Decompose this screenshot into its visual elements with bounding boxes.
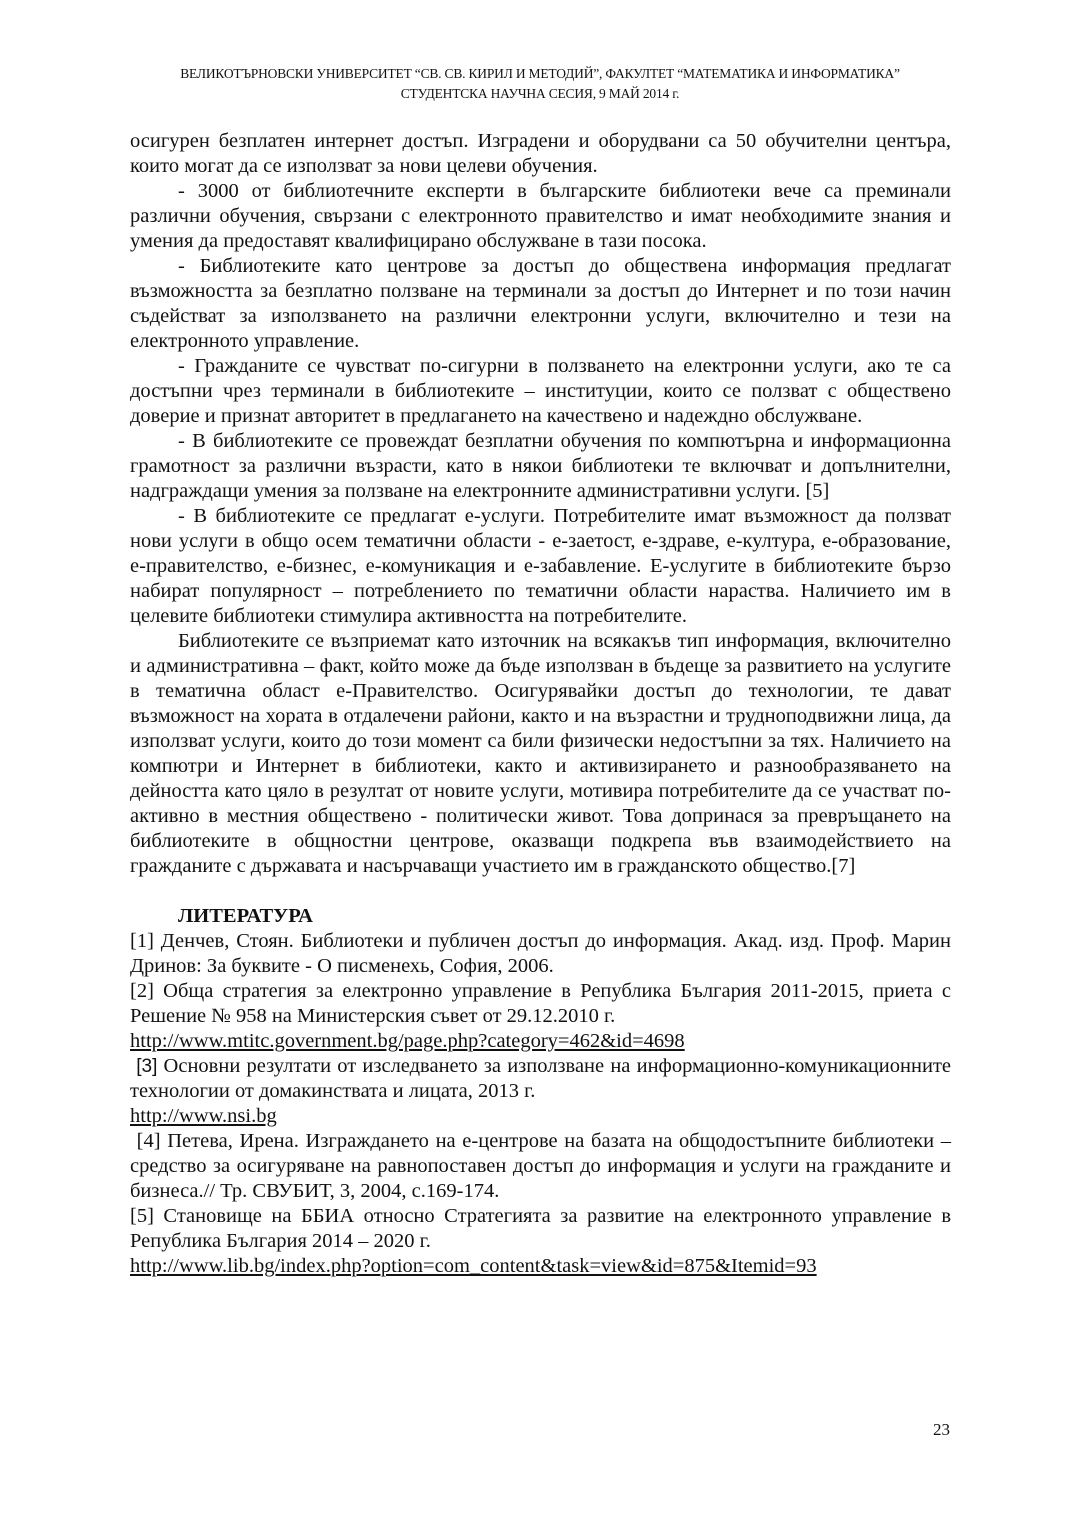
- reference-1: [1] Денчев, Стоян. Библиотеки и публичен достъп до информация. Акад. изд. Проф. Марин Дринов: За буквите - О писменехь, София, 2006.: [130, 930, 951, 977]
- body-text: [130, 129, 951, 1279]
- paragraph-free-training: - В библиотеките се провеждат безплатни обучения по компютърна и информационна грамотност за различни възрасти, като в някои библиотеки те включват и допълнителни, надграждащи умения за ползване на електронните административни услуги. [5]: [130, 430, 951, 502]
- reference-3-number: [3]: [136, 1056, 158, 1077]
- reference-3-link[interactable]: http://www.nsi.bg: [130, 1105, 277, 1127]
- header-university: ВЕЛИКОТЪРНОВСКИ УНИВЕРСИТЕТ “СВ. СВ. КИРИЛ И МЕТОДИЙ”, ФАКУЛТЕТ “МАТЕМАТИКА И ИНФОРМАТИКА”: [180, 66, 900, 81]
- reference-2: [2] Обща стратегия за електронно управление в Република България 2011-2015, приета с Решение № 958 на Министерския съвет от 29.12.2010 г.: [130, 980, 951, 1027]
- reference-4: [130, 1129, 951, 1204]
- paragraph-conclusion: Библиотеките се възприемат като източник на всякакъв тип информация, включително и административна – факт, който може да бъде използван в бъдеще за развитието на услугите в тематична област е-Правителство. Осигурявайки достъп до технологии, те дават възможност на хората в отдалечени райони, както и на възрастни и трудноподвижни лица, да използват услуги, които до този момент са били физически недостъпни за тях. Наличието на компютри и Интернет в библиотеки, както и активизирането и разнообразяването на дейността като цяло в резултат от новите услуги, мотивира потребителите да се участват по-активно в местния обществено - политически живот. Това допринася за превръщането на библиотеките в общностни центрове, оказващи подкрепа във взаимодействието на гражданите с държавата и насърчаващи участието им в гражданското общество.[7]: [130, 630, 951, 877]
- running-header: [130, 64, 950, 104]
- header-session: СТУДЕНТСКА НАУЧНА СЕСИЯ, 9 МАЙ 2014 г.: [400, 86, 680, 101]
- reference-5: [5] Становище на ББИА относно Стратегията за развитие на електронното управление в Република България 2014 – 2020 г.: [130, 1205, 951, 1252]
- reference-5-link[interactable]: http://www.lib.bg/index.php?option=com_content&task=view&id=875&Itemid=93: [130, 1255, 817, 1277]
- paragraph-access-centers: - Библиотеките като центрове за достъп до обществена информация предлагат възможността за безплатно ползване на терминали за достъп до Интернет и по този начин съдействат за използването на различни електронни услуги, включително и тези на електронното управление.: [130, 255, 951, 352]
- paragraph-library-experts: - 3000 от библиотечните експерти в българските библиотеки вече са преминали различни обучения, свързани с електронното правителство и имат необходимите знания и умения да предоставят квалифицирано обслужване в тази посока.: [130, 180, 951, 252]
- paragraph-citizens-security: - Гражданите се чувстват по-сигурни в ползването на електронни услуги, ако те са достъпни чрез терминали в библиотеките – институции, които се ползват с обществено доверие и признат авторитет в предлагането на качествено и надеждно обслужване.: [130, 355, 951, 427]
- paragraph-continuation: осигурен безплатен интернет достъп. Изградени и оборудвани са 50 обучителни центъра, които могат да се използват за нови целеви обучения.: [130, 130, 951, 177]
- reference-2-link[interactable]: http://www.mtitc.government.bg/page.php?category=462&id=4698: [130, 1030, 685, 1052]
- reference-3: [130, 1054, 951, 1104]
- reference-3-text: Основни резултати от изследването за използване на информационно-комуникационните технологии от домакинствата и лицата, 2013 г.: [130, 1055, 952, 1102]
- page-number: 23: [933, 1420, 950, 1439]
- paragraph-e-services: - В библиотеките се предлагат е-услуги. Потребителите имат възможност да ползват нови услуги в общо осем тематични области - е-заетост, е-здраве, е-култура, е-образование, е-правителство, е-бизнес, е-комуникация и е-забавление. Е-услугите в библиотеките бързо набират популярност – потреблението по тематични области нараства. Наличието им в целевите библиотеки стимулира активността на потребителите.: [130, 505, 951, 627]
- literature-heading: ЛИТЕРАТУРА: [178, 905, 313, 927]
- reference-4-text: [4] Петева, Ирена. Изграждането на е-центрове на базата на общодостъпните библиотеки – средство за осигуряване на равнопоставен достъп до информация и услуги на гражданите и бизнеса.// Тр. СВУБИТ, 3, 2004, с.169-174.: [130, 1130, 951, 1202]
